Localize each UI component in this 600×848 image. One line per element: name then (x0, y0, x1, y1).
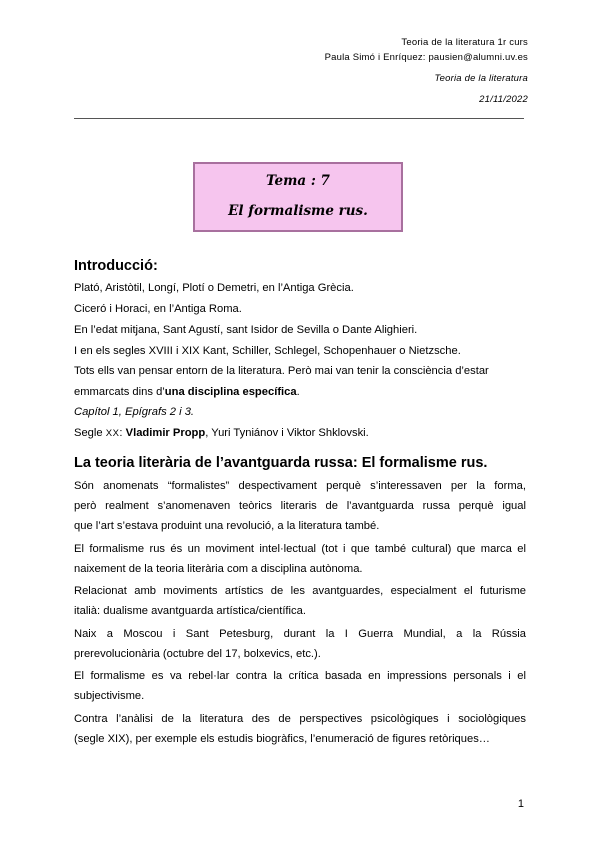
paragraph-line: que l’art s’estava produint una revolució, a la literatura també. (74, 520, 380, 532)
header-course: Teoria de la literatura 1r curs (401, 37, 528, 48)
intro-text: , Yuri Tyniánov i Viktor Shklovski. (205, 427, 369, 439)
section-heading: La teoria literària de l’avantguarda russa: El formalisme rus. (74, 455, 488, 471)
paragraph-line: Contra l’anàlisi de la literatura des de perspectives psicològiques i sociològiques (74, 713, 526, 725)
intro-line (74, 427, 369, 439)
intro-text: Segle (74, 427, 106, 439)
title-name: El formalisme rus. (228, 203, 368, 219)
intro-text: emmarcats dins d’ (74, 386, 165, 398)
paragraph-line: El formalisme es va rebel·lar contra la crítica basada en impressions personals i el (74, 670, 526, 682)
intro-line: Tots ells van pensar entorn de la literatura. Però mai van tenir la consciència d’estar (74, 365, 489, 377)
intro-heading: Introducció: (74, 258, 158, 274)
page-number: 1 (517, 798, 524, 810)
paragraph-line: subjectivisme. (74, 690, 145, 702)
intro-text: . (296, 386, 300, 398)
intro-line: En l’edat mitjana, Sant Agustí, sant Isidor de Sevilla o Dante Alighieri. (74, 324, 418, 336)
paragraph-line: Relacionat amb moviments artístics de les avantguardes, especialment el futurisme (74, 585, 526, 597)
author-name: Vladimir Propp (125, 427, 206, 439)
title-box (193, 162, 403, 232)
header-subject: Teoria de la literatura (434, 73, 528, 84)
intro-emphasis: una disciplina específica (164, 386, 297, 398)
paragraph-line: Naix a Moscou i Sant Petesburg, durant la I Guerra Mundial, a la Rússia (74, 628, 526, 640)
paragraph-line: prerevolucionària (octubre del 17, bolxevics, etc.). (74, 648, 321, 660)
intro-line: Ciceró i Horaci, en l’Antiga Roma. (74, 303, 242, 315)
paragraph-line: El formalisme rus és un moviment intel·lectual (tot i que també cultural) que marca el (74, 543, 526, 555)
intro-line (74, 386, 300, 398)
century-label: XX (105, 428, 120, 439)
header-divider (74, 118, 524, 119)
paragraph-line: naixement de la teoria literària com a disciplina autònoma. (74, 563, 363, 575)
header-date: 21/11/2022 (479, 94, 528, 105)
paragraph-line: Són anomenats “formalistes” despectivament perquè s’interessaven per la forma, (74, 480, 526, 492)
paragraph-line: (segle XIX), per exemple els estudis biogràfics, l’enumeració de figures retòriques… (74, 733, 490, 745)
paragraph-line: però realment s’anomenaven teòrics literaris de l’avantguarda russa perquè igual (74, 500, 526, 512)
header-author: Paula Simó i Enríquez: pausien@alumni.uv.es (324, 52, 528, 63)
intro-line: Plató, Aristòtil, Longí, Plotí o Demetri, en l’Antiga Grècia. (74, 282, 354, 294)
paragraph-line: italià: dualisme avantguarda artística/científica. (74, 605, 306, 617)
intro-text: : (119, 427, 126, 439)
intro-reference: Capítol 1, Epígrafs 2 i 3. (74, 406, 195, 418)
intro-line: I en els segles XVIII i XIX Kant, Schiller, Schlegel, Schopenhauer o Nietzsche. (74, 345, 461, 357)
title-topic: Tema : 7 (266, 173, 330, 189)
